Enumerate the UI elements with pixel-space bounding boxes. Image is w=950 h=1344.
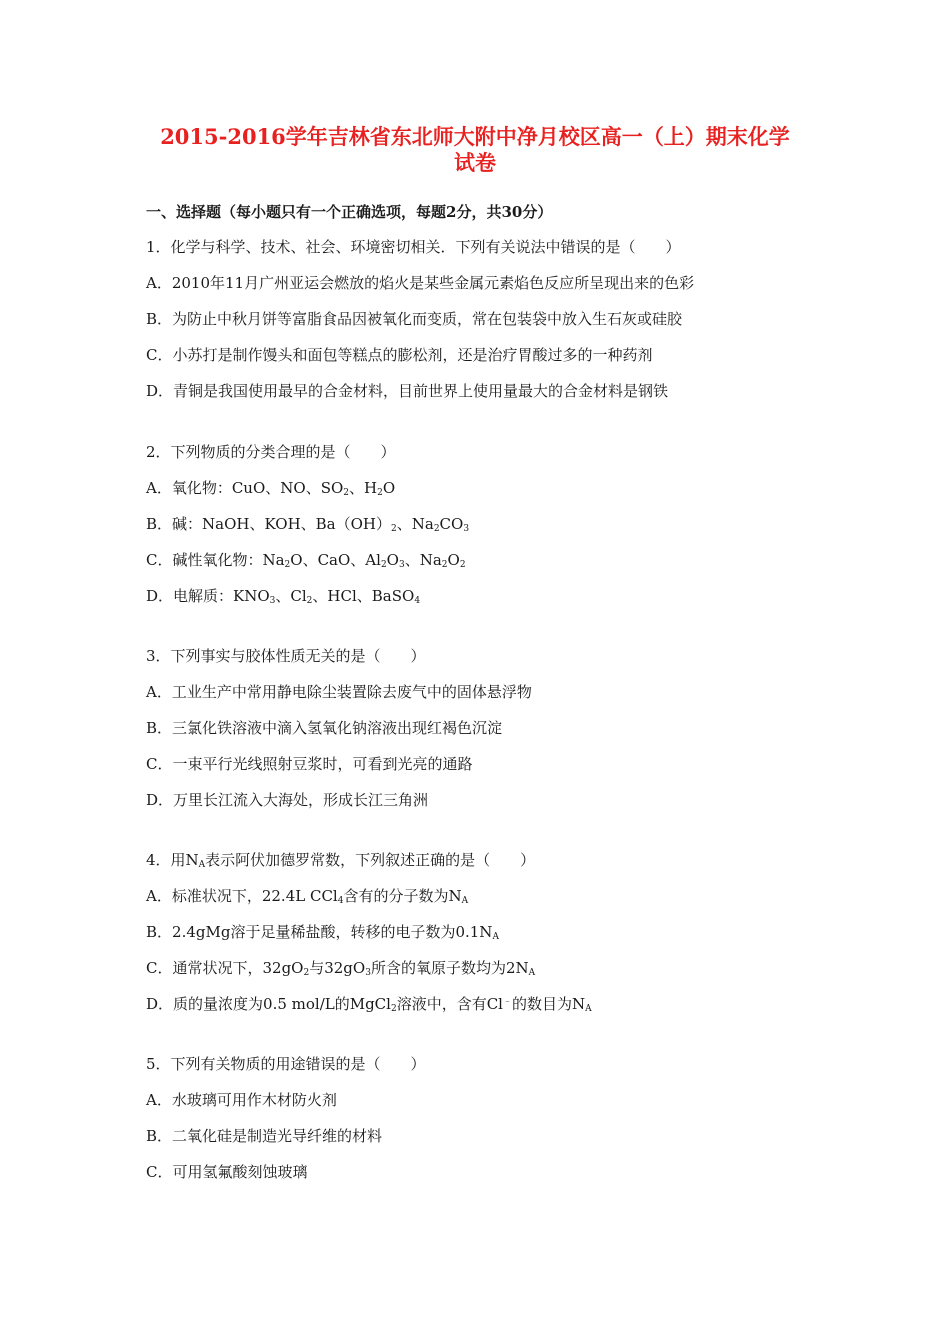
exam-title-line-1: 2015-2016学年吉林省东北师大附中净月校区高一（上）期末化学 (160, 124, 790, 149)
question-3-option-b: B．三氯化铁溶液中滴入氢氧化钠溶液出现红褐色沉淀 (146, 719, 503, 737)
question-2-stem: 2．下列物质的分类合理的是（ ） (146, 443, 396, 461)
exam-title-line-2: 试卷 (454, 150, 496, 175)
question-1-option-d: D．青铜是我国使用最早的合金材料，目前世界上使用量最大的合金材料是钢铁 (146, 382, 669, 400)
question-4-option-d: D．质的量浓度为0.5 mol/L的MgCl$_2$溶液中，含有Cl﹣的数目为$N_A$ (146, 995, 592, 1014)
question-1-option-a: A．2010年11月广州亚运会燃放的焰火是某些金属元素焰色反应所呈现出来的色彩 (146, 274, 695, 292)
question-2-option-b: B．碱：NaOH、KOH、$Ba(OH)_2$、$Na_2CO_3$ (146, 515, 470, 534)
question-1-option-c: C．小苏打是制作馒头和面包等糕点的膨松剂，还是治疗胃酸过多的一种药剂 (146, 346, 653, 364)
question-2-option-c: C．碱性氧化物：$Na_2O$、CaO、$Al_2O_3$、$Na_2O_2$ (146, 551, 466, 570)
question-5-stem: 5．下列有关物质的用途错误的是（ ） (146, 1055, 426, 1073)
question-5-option-c: C．可用氢氟酸刻蚀玻璃 (146, 1163, 308, 1181)
question-1-stem: 1．化学与科学、技术、社会、环境密切相关．下列有关说法中错误的是（ ） (146, 238, 681, 256)
question-3-option-a: A．工业生产中常用静电除尘装置除去废气中的固体悬浮物 (146, 683, 532, 701)
question-2-option-a: A．氧化物：CuO、NO、$SO_2$、$H_2O$ (146, 479, 396, 498)
question-5-option-a: A．水玻璃可用作木材防火剂 (146, 1091, 337, 1109)
question-4-option-b: B．2.4gMg溶于足量稀盐酸，转移的电子数为$0.1N_A$ (146, 923, 499, 942)
question-4-option-c: C．通常状况下，$32gO_2$与$32gO_3$所含的氧原子数均为$2N_A$ (146, 959, 536, 978)
section-heading: 一、选择题（每小题只有一个正确选项，每题2分，共30分） (146, 203, 553, 221)
question-3-option-c: C．一束平行光线照射豆浆时，可看到光亮的通路 (146, 755, 473, 773)
question-3-stem: 3．下列事实与胶体性质无关的是（ ） (146, 647, 426, 665)
question-2-option-d: D．电解质：$KNO_3$、$Cl_2$、HCl、BaSO$_4$ (146, 587, 421, 606)
question-4-option-a: A．标准状况下，22.4L CCl$_4$含有的分子数为$N_A$ (146, 887, 469, 906)
question-5-option-b: B．二氧化硅是制造光导纤维的材料 (146, 1127, 383, 1145)
question-4-stem: 4．用$N_A$表示阿伏加德罗常数，下列叙述正确的是（ ） (146, 851, 536, 870)
question-3-option-d: D．万里长江流入大海处，形成长江三角洲 (146, 791, 429, 809)
question-1-option-b: B．为防止中秋月饼等富脂食品因被氧化而变质，常在包装袋中放入生石灰或硅胶 (146, 310, 683, 328)
